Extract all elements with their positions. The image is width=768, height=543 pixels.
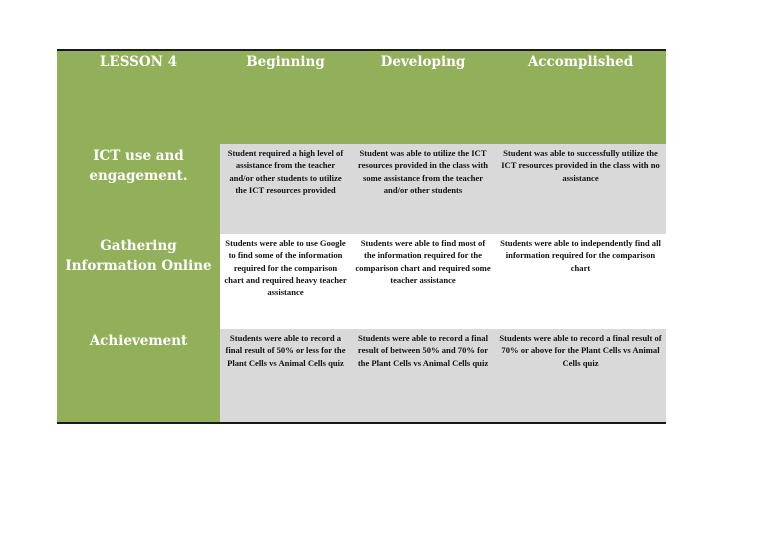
header-lesson: LESSON 4 xyxy=(57,50,220,144)
criterion-ict-use: ICT use and engagement. xyxy=(57,144,220,234)
cell-accomplished: Students were able to record a final result of 70% or above for the Plant Cells vs Animal Cells quiz xyxy=(495,329,666,423)
rubric-table xyxy=(57,49,666,424)
cell-beginning: Students were able to record a final result of 50% or less for the Plant Cells vs Animal Cells quiz xyxy=(220,329,351,423)
criterion-gathering-information: Gathering Information Online xyxy=(57,234,220,329)
header-accomplished: Accomplished xyxy=(495,50,666,144)
table-row xyxy=(57,144,666,234)
header-beginning: Beginning xyxy=(220,50,351,144)
cell-developing: Students were able to find most of the information required for the comparison chart and required some teacher assistance xyxy=(351,234,495,329)
header-developing: Developing xyxy=(351,50,495,144)
cell-accomplished: Student was able to successfully utilize the ICT resources provided in the class with no assistance xyxy=(495,144,666,234)
criterion-achievement: Achievement xyxy=(57,329,220,423)
cell-accomplished: Students were able to independently find all information required for the comparison chart xyxy=(495,234,666,329)
table-row xyxy=(57,234,666,329)
cell-beginning: Students were able to use Google to find some of the information required for the comparison chart and required heavy teacher assistance xyxy=(220,234,351,329)
cell-developing: Student was able to utilize the ICT resources provided in the class with some assistance from the teacher and/or other students xyxy=(351,144,495,234)
cell-beginning: Student required a high level of assistance from the teacher and/or other students to utilize the ICT resources provided xyxy=(220,144,351,234)
cell-developing: Students were able to record a final result of between 50% and 70% for the Plant Cells vs Animal Cells quiz xyxy=(351,329,495,423)
header-row xyxy=(57,50,666,144)
table-row xyxy=(57,329,666,423)
